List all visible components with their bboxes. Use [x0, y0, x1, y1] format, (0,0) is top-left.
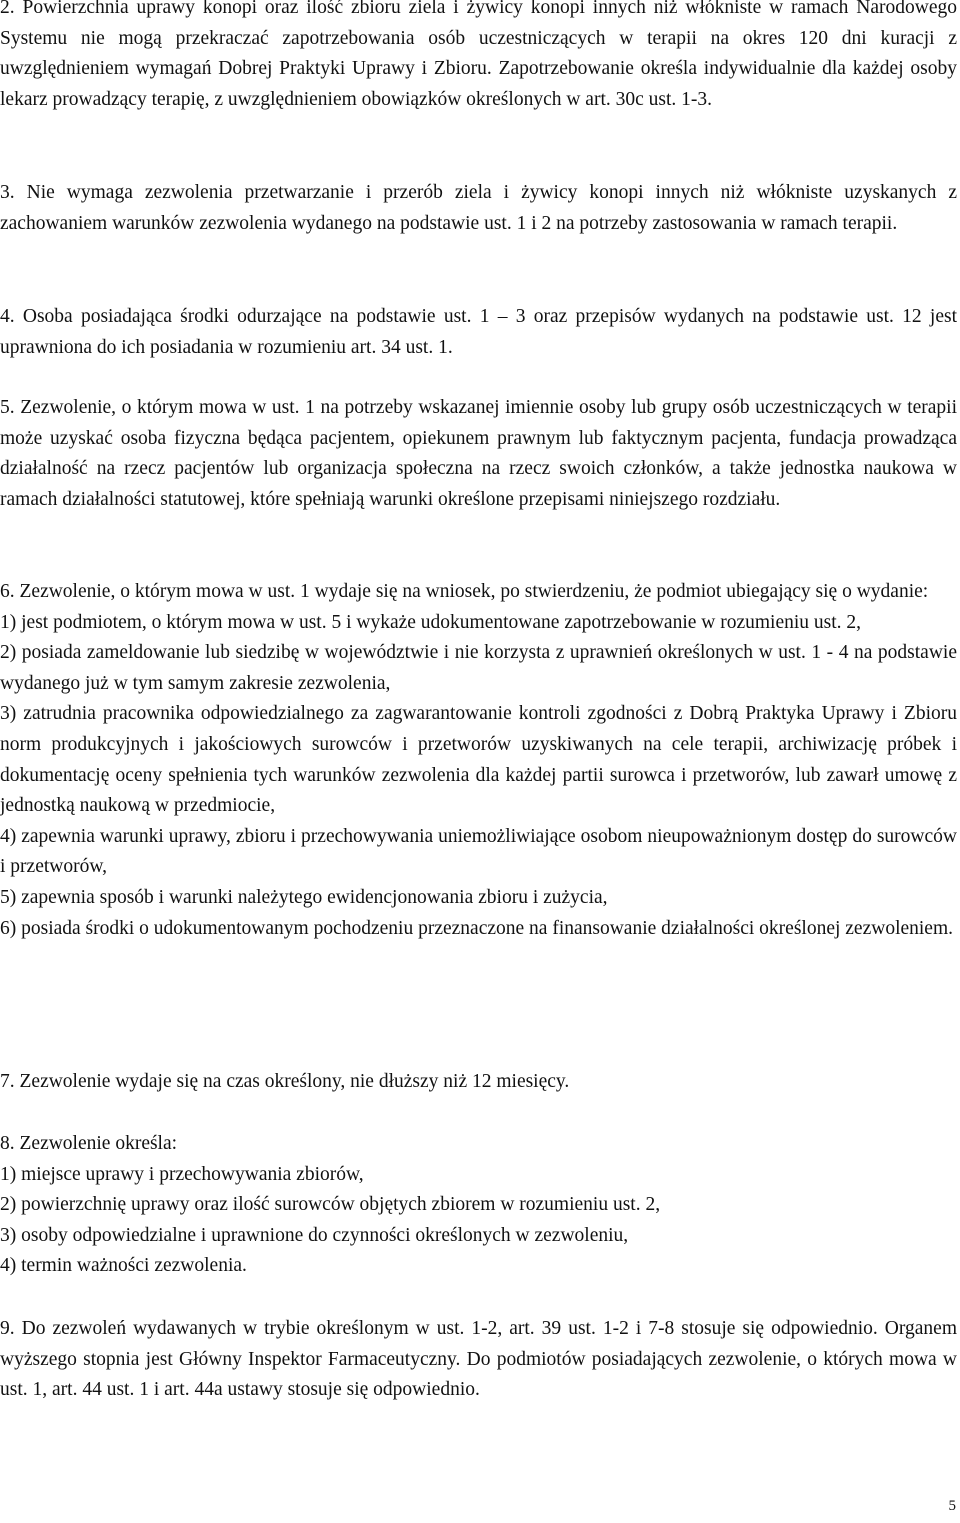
paragraph-6: [0, 577, 957, 944]
paragraph-3: [0, 178, 957, 239]
paragraph-9: [0, 1314, 957, 1406]
paragraph-2-text: 2. Powierzchnia uprawy konopi oraz ilość zbioru ziela i żywicy konopi innych niż włókniste w ramach Narodowego Systemu nie mogą przekraczać zapotrzebowania osób uczestniczących w terapii na okres 120 dni kuracji z uwzględnieniem wymagań Dobrej Praktyki Uprawy i Zbioru. Zapotrzebowanie określa indywidualnie dla każdej osoby lekarz prowadzący terapię, z uwzględnieniem obowiązków określonych w art. 30c ust. 1-3.: [0, 0, 957, 110]
paragraph-6-item-1: 1) jest podmiotem, o którym mowa w ust. 5 i wykaże udokumentowane zapotrzebowanie w rozumieniu ust. 2,: [0, 611, 862, 633]
paragraph-6-item-5: 5) zapewnia sposób i warunki należytego ewidencjonowania zbioru i zużycia,: [0, 886, 608, 908]
paragraph-8: [0, 1129, 957, 1282]
paragraph-4-text: 4. Osoba posiadająca środki odurzające na podstawie ust. 1 – 3 oraz przepisów wydanych na podstawie ust. 12 jest uprawniona do ich posiadania w rozumieniu art. 34 ust. 1.: [0, 306, 957, 358]
paragraph-8-item-4: 4) termin ważności zezwolenia.: [0, 1255, 247, 1277]
paragraph-5: [0, 393, 957, 515]
paragraph-2: [0, 0, 957, 115]
paragraph-7: [0, 1067, 957, 1098]
paragraph-5-text: 5. Zezwolenie, o którym mowa w ust. 1 na potrzeby wskazanej imiennie osoby lub grupy osób uczestniczących w terapii może uzyskać osoba fizyczna będąca pacjentem, opiekunem prawnym lub faktycznym pacjenta, fundacja prowadząca działalność na rzecz pacjentów lub organizacja społeczna na rzecz swoich członków, a także jednostka naukowa w ramach działalności statutowej, które spełniają warunki określone przepisami niniejszego rozdziału.: [0, 397, 957, 510]
paragraph-6-item-3: 3) zatrudnia pracownika odpowiedzialnego za zagwarantowanie kontroli zgodności z Dobrą Praktyka Uprawy i Zbioru norm produkcyjnych i jakościowych surowców i przetworów uzyskiwanych na cele terapii, archiwizację próbek i dokumentację oceny spełnienia tych warunków zezwolenia dla każdej partii surowca i przetworów, lub zawarł umowę z jednostką naukową w przedmiocie,: [0, 703, 957, 817]
page-number: 5: [948, 1498, 956, 1514]
paragraph-3-text: 3. Nie wymaga zezwolenia przetwarzanie i przerób ziela i żywicy konopi innych niż włókniste uzyskanych z zachowaniem warunków zezwolenia wydanego na podstawie ust. 1 i 2 na potrzeby zastosowania w ramach terapii.: [0, 182, 957, 234]
paragraph-4: [0, 302, 957, 363]
paragraph-6-item-4: 4) zapewnia warunki uprawy, zbioru i przechowywania uniemożliwiające osobom nieupoważnionym dostęp do surowców i przetworów,: [0, 825, 957, 878]
paragraph-6-item-6: 6) posiada środki o udokumentowanym pochodzeniu przeznaczone na finansowanie działalności określonej zezwoleniem.: [0, 917, 954, 939]
paragraph-6-intro: 6. Zezwolenie, o którym mowa w ust. 1 wydaje się na wniosek, po stwierdzeniu, że podmiot ubiegający się o wydanie:: [0, 581, 929, 602]
paragraph-8-item-3: 3) osoby odpowiedzialne i uprawnione do czynności określonych w zezwoleniu,: [0, 1224, 629, 1246]
paragraph-8-item-2: 2) powierzchnię uprawy oraz ilość surowców objętych zbiorem w rozumieniu ust. 2,: [0, 1194, 661, 1216]
paragraph-7-text: 7. Zezwolenie wydaje się na czas określony, nie dłuższy niż 12 miesięcy.: [0, 1071, 570, 1092]
paragraph-8-item-1: 1) miejsce uprawy i przechowywania zbiorów,: [0, 1163, 364, 1185]
paragraph-9-text: 9. Do zezwoleń wydawanych w trybie określonym w ust. 1-2, art. 39 ust. 1-2 i 7-8 stosuje się odpowiednio. Organem wyższego stopnia jest Główny Inspektor Farmaceutyczny. Do podmiotów posiadających zezwolenie, o których mowa w ust. 1, art. 44 ust. 1 i art. 44a ustawy stosuje się odpowiednio.: [0, 1318, 957, 1401]
paragraph-8-intro: 8. Zezwolenie określa:: [0, 1133, 178, 1154]
paragraph-6-item-2: 2) posiada zameldowanie lub siedzibę w województwie i nie korzysta z uprawnień określonych w ust. 1 - 4 na podstawie wydanego już w tym samym zakresie zezwolenia,: [0, 642, 957, 694]
